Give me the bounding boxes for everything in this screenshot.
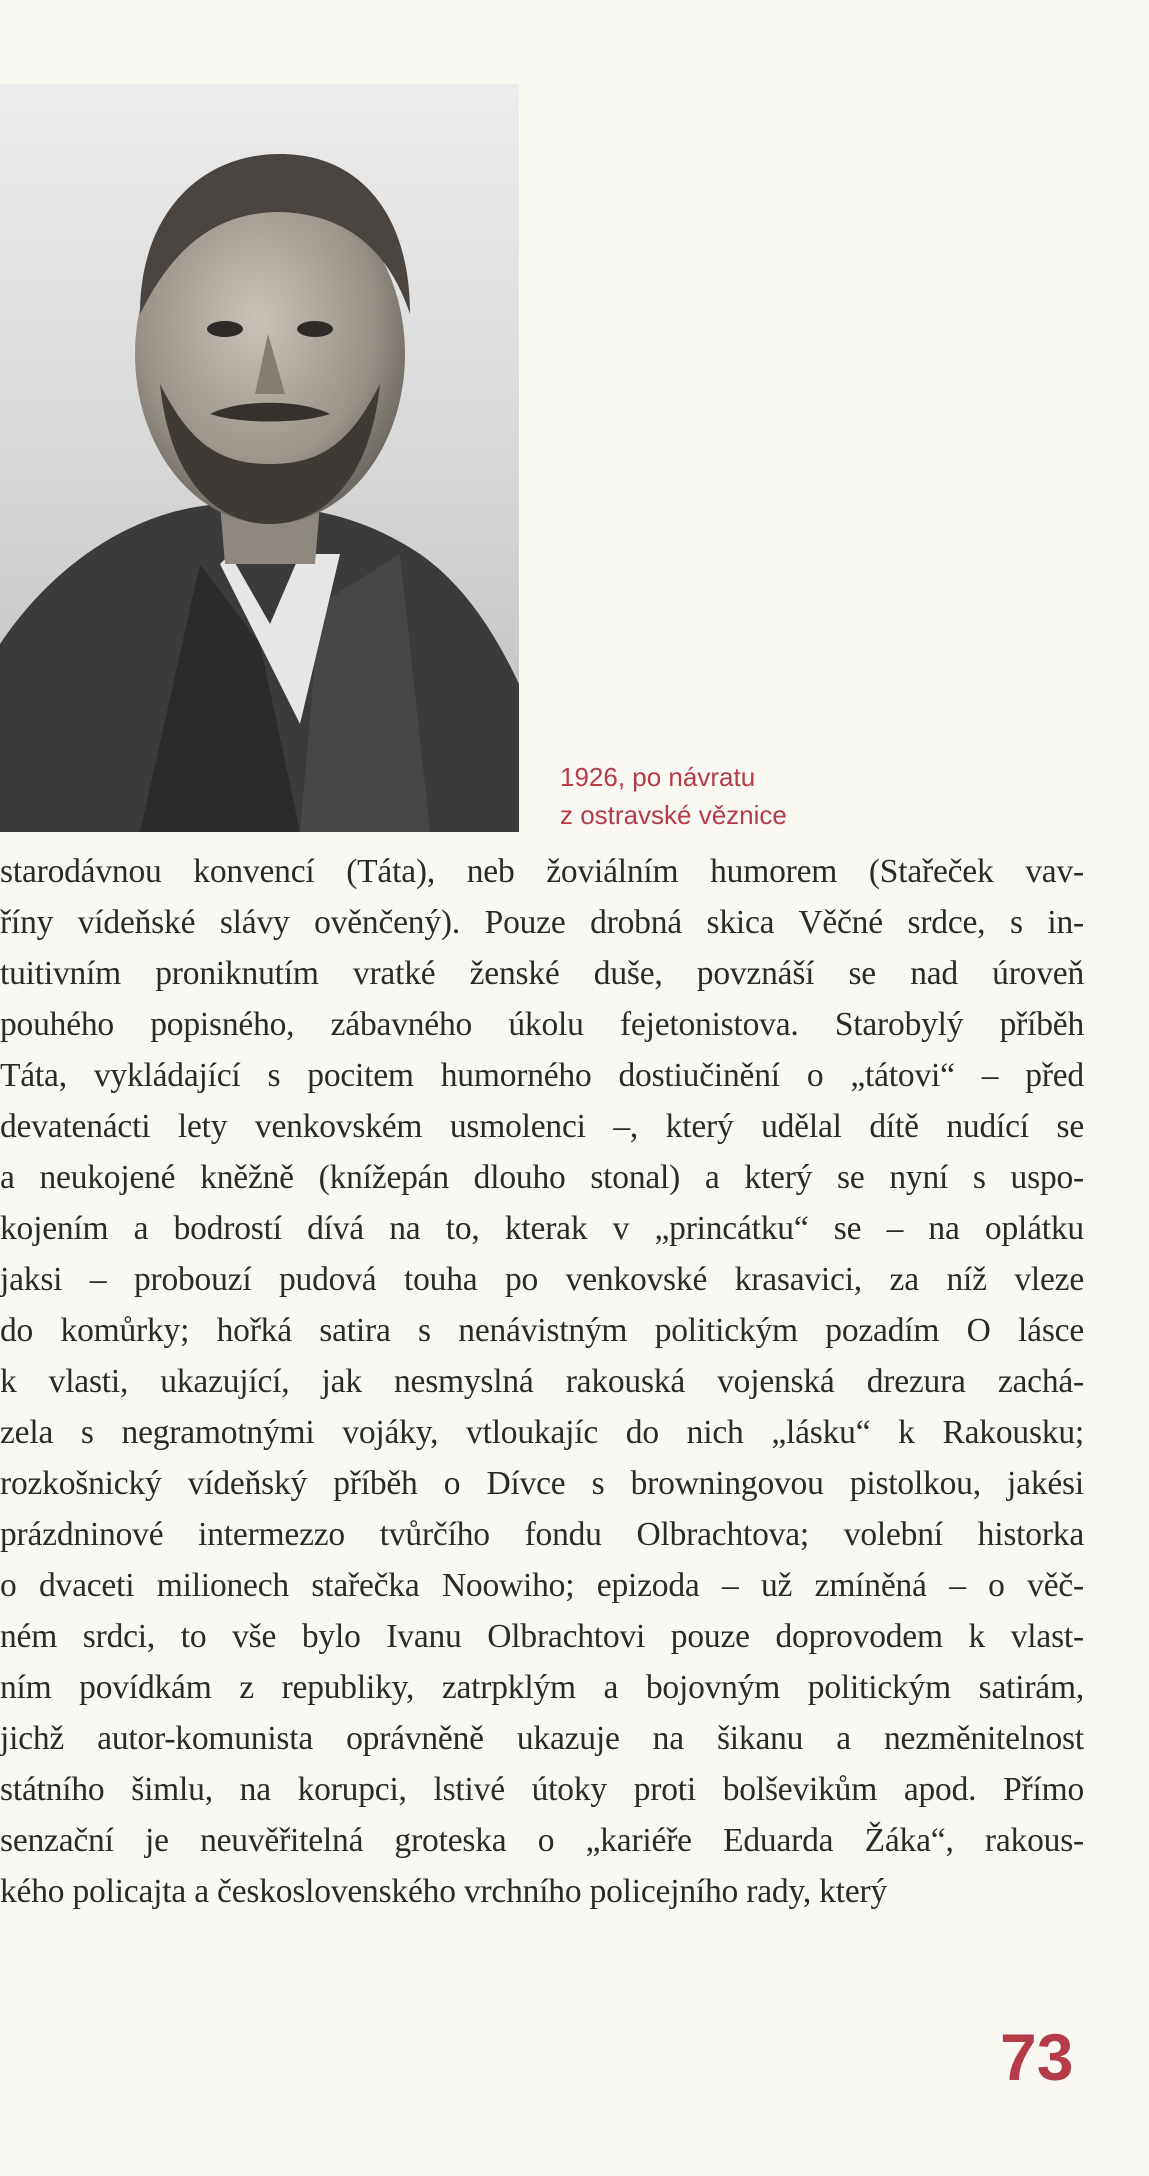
text-line: státního šimlu, na korupci, lstivé útoky proti bolševikům apod. Přímo [0,1771,1084,1808]
text-line: ném srdci, to vše bylo Ivanu Olbrachtovi pouze doprovodem k vlast- [0,1618,1084,1655]
text-line: Táta, vykládající s pocitem humorného dostiučinění o „tátovi“ – před [0,1057,1084,1094]
text-line: a neukojené kněžně (knížepán dlouho stonal) a který se nyní s uspo- [0,1159,1084,1196]
text-line: senzační je neuvěřitelná groteska o „kariéře Eduarda Žáka“, rakous- [0,1822,1084,1859]
text-line: ním povídkám z republiky, zatrpklým a bojovným politickým satirám, [0,1669,1084,1706]
text-line: o dvaceti milionech stařečka Noowiho; epizoda – už zmíněná – o věč- [0,1567,1084,1604]
portrait-illustration [0,84,519,832]
text-line: zela s negramotnými vojáky, vtloukajíc do nich „lásku“ k Rakousku; [0,1414,1084,1451]
text-line: k vlasti, ukazující, jak nesmyslná rakouská vojenská drezura zachá- [0,1363,1084,1400]
body-text [0,846,1084,1917]
text-line: rozkošnický vídeňský příběh o Dívce s browningovou pistolkou, jakési [0,1465,1084,1502]
text-line: kojením a bodrostí dívá na to, kterak v „princátku“ se – na oplátku [0,1210,1084,1247]
text-line: tuitivním proniknutím vratké ženské duše, povznáší se nad úroveň [0,955,1084,992]
caption-line-2: z ostravské věznice [560,800,787,830]
text-line: do komůrky; hořká satira s nenávistným politickým pozadím O lásce [0,1312,1084,1349]
photo-caption [560,758,860,834]
text-line: starodávnou konvencí (Táta), neb žoviálním humorem (Stařeček vav- [0,853,1084,890]
text-line: říny vídeňské slávy ověnčený). Pouze drobná skica Věčné srdce, s in- [0,904,1084,941]
text-line: kého policajta a československého vrchního policejního rady, který [0,1873,887,1910]
caption-line-1: 1926, po návratu [560,762,756,792]
text-line: prázdninové intermezzo tvůrčího fondu Olbrachtova; volební historka [0,1516,1084,1553]
text-line: jichž autor-komunista oprávněně ukazuje na šikanu a nezměnitelnost [0,1720,1084,1757]
text-line: pouhého popisného, zábavného úkolu fejetonistova. Starobylý příběh [0,1006,1084,1043]
text-line: jaksi – probouzí pudová touha po venkovské krasavici, za níž vleze [0,1261,1084,1298]
page-number: 73 [1000,2020,1074,2094]
text-line: devatenácti lety venkovském usmolenci –, který udělal dítě nudící se [0,1108,1084,1145]
portrait-photo [0,84,519,832]
